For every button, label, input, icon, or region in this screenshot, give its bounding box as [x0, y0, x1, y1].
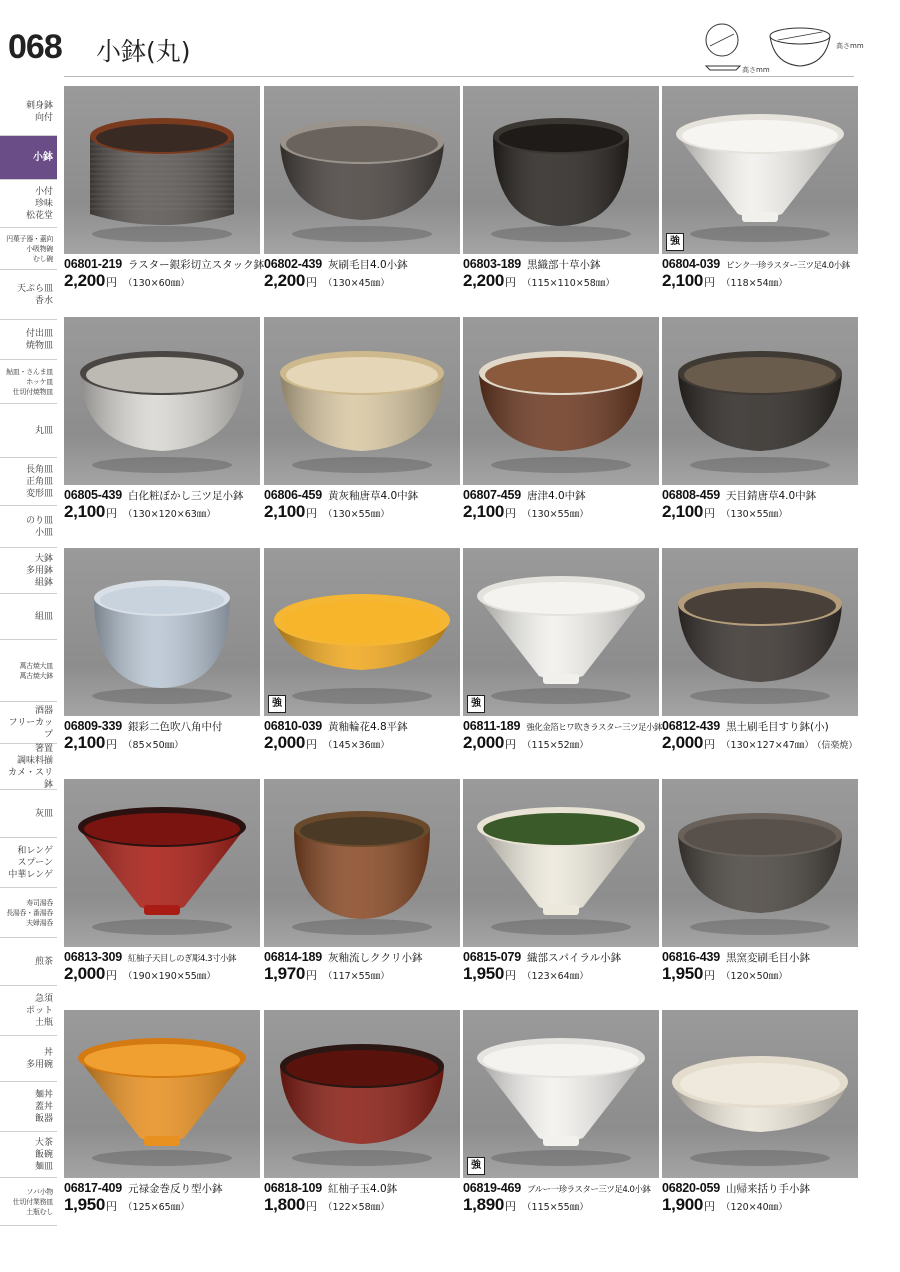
product-price: 1,950	[662, 964, 704, 983]
product-code: 06813-309	[64, 950, 122, 964]
product-code: 06820-059	[662, 1181, 720, 1195]
product-code: 06817-409	[64, 1181, 122, 1195]
product-photo	[64, 317, 260, 485]
product-size: （115×55㎜）	[522, 1202, 589, 1213]
sidebar-item-label: 灰皿	[34, 808, 53, 819]
yen-unit: 円	[106, 1200, 118, 1213]
bowl-illustration	[463, 1010, 659, 1178]
sidebar-item-label: 煎茶	[34, 956, 53, 967]
sidebar-item-label: 寿司湯呑 長湯呑・番湯呑 夫婦湯呑	[6, 898, 53, 927]
product-photo	[264, 548, 460, 716]
product-code: 06816-439	[662, 950, 720, 964]
product-size: （115×52㎜）	[522, 740, 589, 751]
product-code: 06802-439	[264, 257, 322, 271]
product-info	[662, 719, 862, 734]
product-price-row	[64, 733, 264, 753]
product-price-row	[463, 733, 663, 753]
product-name: ブルー一珍ラスター三ツ足4.0小鉢	[526, 1185, 651, 1195]
yen-unit: 円	[106, 276, 118, 289]
sidebar-item-label: 刺身鉢 向付	[25, 100, 53, 123]
sidebar-item[interactable]	[0, 1178, 57, 1226]
sidebar-item[interactable]	[0, 1132, 57, 1178]
product-name: 灰釉流しククリ小鉢	[327, 952, 423, 964]
product-name: 織部スパイラル小鉢	[526, 952, 622, 964]
sidebar-item-label: 円菓子器・蓋向 小吸物碗 むし碗	[6, 234, 53, 263]
sidebar-item[interactable]	[0, 790, 57, 838]
yen-unit: 円	[704, 276, 716, 289]
product-photo	[662, 86, 858, 254]
sidebar-item-label: 組皿	[34, 611, 53, 622]
product-info	[662, 950, 862, 965]
product-price: 2,100	[64, 733, 106, 752]
product-size: （120×50㎜）	[721, 971, 788, 982]
sidebar-item-label: 急須 ポット 土瓶	[25, 993, 53, 1028]
product-photo	[64, 548, 260, 716]
yen-unit: 円	[306, 738, 318, 751]
product-size: （122×58㎜）	[323, 1202, 390, 1213]
product-price-row	[662, 964, 862, 984]
yen-unit: 円	[505, 1200, 517, 1213]
bowl-illustration	[662, 317, 858, 485]
product-photo	[264, 1010, 460, 1178]
yen-unit: 円	[306, 276, 318, 289]
yen-unit: 円	[505, 276, 517, 289]
product-photo	[64, 1010, 260, 1178]
product-name: 銀彩二色吹八角中付	[127, 721, 223, 733]
sidebar-item[interactable]	[0, 702, 57, 744]
product-code: 06809-339	[64, 719, 122, 733]
product-name: 黄釉輪花4.8平鉢	[327, 721, 408, 733]
sidebar-item[interactable]	[0, 938, 57, 986]
product-price-row	[662, 271, 862, 291]
product-info	[463, 257, 663, 272]
bowl-illustration	[264, 86, 460, 254]
product-info	[64, 257, 264, 272]
product-code: 06812-439	[662, 719, 720, 733]
product-info	[463, 950, 663, 965]
sidebar-item-label: 長角皿 正角皿 変形皿	[25, 464, 53, 499]
product-info	[264, 950, 464, 965]
product-price: 2,200	[64, 271, 106, 290]
product-code: 06815-079	[463, 950, 521, 964]
product-price-row	[463, 271, 663, 291]
bowl-illustration	[264, 317, 460, 485]
sidebar-item-label: 酒器 フリーカップ	[8, 705, 53, 740]
product-photo	[463, 1010, 659, 1178]
plate-side-view	[706, 66, 740, 70]
bowl-illustration	[662, 548, 858, 716]
yen-unit: 円	[505, 738, 517, 751]
product-name: 天目錆唐草4.0中鉢	[725, 490, 817, 502]
bowl-illustration	[264, 779, 460, 947]
measure-diagram	[700, 20, 864, 80]
product-code: 06811-189	[463, 719, 521, 733]
sidebar-item[interactable]	[0, 640, 57, 702]
bowl-illustration	[463, 779, 659, 947]
product-price: 2,000	[463, 733, 505, 752]
product-code: 06810-039	[264, 719, 322, 733]
bowl-illustration	[662, 1010, 858, 1178]
product-size: （145×36㎜）	[323, 740, 390, 751]
product-size: （190×190×55㎜）	[123, 971, 216, 982]
product-price: 1,890	[463, 1195, 505, 1214]
yen-unit: 円	[704, 507, 716, 520]
bowl-illustration	[64, 1010, 260, 1178]
product-photo	[264, 86, 460, 254]
product-price-row	[264, 271, 464, 291]
product-size: （130×55㎜）	[721, 509, 788, 520]
product-size: （130×55㎜）	[323, 509, 390, 520]
product-name: 黒土刷毛目すり鉢(小)	[725, 721, 829, 733]
product-price-row	[463, 964, 663, 984]
sidebar-item[interactable]	[0, 136, 57, 180]
yen-unit: 円	[306, 507, 318, 520]
sidebar-item[interactable]	[0, 320, 57, 360]
product-photo	[463, 779, 659, 947]
bowl-illustration	[463, 86, 659, 254]
product-price-row	[64, 271, 264, 291]
product-photo	[264, 779, 460, 947]
sidebar-item-label: 丼 多用碗	[25, 1047, 53, 1070]
product-code: 06804-039	[662, 257, 720, 271]
product-price: 2,100	[64, 502, 106, 521]
sidebar-item[interactable]	[0, 838, 57, 888]
product-code: 06805-439	[64, 488, 122, 502]
sidebar-item[interactable]	[0, 360, 57, 404]
product-info	[264, 488, 464, 503]
sidebar-item-label: 丸皿	[34, 425, 53, 436]
sidebar-item-label: 小付 珍味 松花堂	[25, 186, 53, 221]
product-price: 2,100	[662, 271, 704, 290]
bowl-illustration	[463, 317, 659, 485]
sidebar-item[interactable]	[0, 180, 57, 228]
product-info	[264, 719, 464, 734]
sidebar-item[interactable]	[0, 458, 57, 506]
product-price-row	[64, 1195, 264, 1215]
product-price-row	[662, 502, 862, 522]
product-name: ピンク一珍ラスター三ツ足4.0小鉢	[725, 261, 850, 271]
product-photo	[463, 86, 659, 254]
bowl-illustration	[264, 548, 460, 716]
sidebar-item[interactable]	[0, 270, 57, 320]
product-price-row	[264, 1195, 464, 1215]
yen-unit: 円	[106, 969, 118, 982]
product-photo	[264, 317, 460, 485]
yen-unit: 円	[306, 1200, 318, 1213]
sidebar-item[interactable]	[0, 1036, 57, 1082]
sidebar-item-label: 和レンゲ スプーン 中華レンゲ	[8, 845, 53, 880]
product-photo	[64, 86, 260, 254]
product-info	[662, 488, 862, 503]
sidebar-item-label: ソバ小物 仕切付業務皿 土瓶むし	[12, 1187, 53, 1216]
bowl-illustration	[64, 779, 260, 947]
sidebar-item[interactable]	[0, 1082, 57, 1132]
product-code: 06818-109	[264, 1181, 322, 1195]
product-name: 灰刷毛目4.0小鉢	[327, 259, 408, 271]
sidebar-item-label: 天ぷら皿 香水	[16, 283, 53, 306]
product-size: （117×55㎜）	[323, 971, 390, 982]
product-size: （118×54㎜）	[721, 278, 788, 289]
bowl-side-view	[770, 36, 830, 66]
product-price: 2,000	[64, 964, 106, 983]
product-name: 山帰来括り手小鉢	[725, 1183, 810, 1195]
bowl-illustration	[463, 548, 659, 716]
sidebar-item-label: 鮎皿・さんま皿 ホッケ皿 仕切付焼物皿	[6, 367, 53, 396]
product-photo	[64, 779, 260, 947]
bowl-illustration	[662, 86, 858, 254]
product-name: 黄灰釉唐草4.0中鉢	[327, 490, 419, 502]
sidebar-item-label: 大茶 飯碗 麺皿	[34, 1137, 53, 1172]
product-size: （130×45㎜）	[323, 278, 390, 289]
product-code: 06801-219	[64, 257, 122, 271]
bowl-illustration	[64, 548, 260, 716]
sidebar-item-label: 大鉢 多用鉢 組鉢	[25, 553, 53, 588]
yen-unit: 円	[106, 507, 118, 520]
strengthened-badge: 強	[467, 695, 485, 713]
sidebar-item-label: 萬古焼大皿 萬古焼大鉢	[19, 661, 53, 680]
product-size: （130×60㎜）	[123, 278, 190, 289]
product-note: （信楽焼）	[816, 741, 858, 751]
product-price-row	[662, 733, 862, 753]
category-sidebar	[0, 88, 57, 1226]
yen-unit: 円	[505, 507, 517, 520]
product-name: 紅柚子天目しのぎ彫4.3寸小鉢	[127, 954, 237, 964]
product-code: 06803-189	[463, 257, 521, 271]
product-size: （125×65㎜）	[123, 1202, 190, 1213]
yen-unit: 円	[106, 738, 118, 751]
product-price-row	[463, 502, 663, 522]
yen-unit: 円	[306, 969, 318, 982]
product-photo	[463, 317, 659, 485]
strengthened-badge: 強	[268, 695, 286, 713]
strengthened-badge: 強	[666, 233, 684, 251]
sidebar-item[interactable]	[0, 548, 57, 594]
product-price-row	[64, 502, 264, 522]
product-photo	[463, 548, 659, 716]
product-code: 06807-459	[463, 488, 521, 502]
product-price: 1,900	[662, 1195, 704, 1214]
product-size: （115×110×58㎜）	[522, 278, 615, 289]
sidebar-item[interactable]	[0, 506, 57, 548]
sidebar-item-label: 麺丼 蓋丼 飯器	[34, 1089, 53, 1124]
product-photo	[662, 1010, 858, 1178]
product-name: ラスター銀彩切立スタック鉢	[127, 259, 265, 271]
product-name: 白化粧ぼかし三ツ足小鉢	[127, 490, 244, 502]
sidebar-item-label: のり皿 小皿	[25, 515, 53, 538]
product-size: （123×64㎜）	[522, 971, 589, 982]
product-name: 紅柚子玉4.0鉢	[327, 1183, 398, 1195]
product-name: 黒窯変刷毛目小鉢	[725, 952, 810, 964]
product-info	[264, 257, 464, 272]
sidebar-item-label: 付出皿 焼物皿	[25, 328, 53, 351]
product-price-row	[264, 733, 464, 753]
bowl-illustration	[64, 86, 260, 254]
product-price: 2,000	[662, 733, 704, 752]
height-label-large: 高さmm	[836, 42, 864, 50]
product-price: 1,970	[264, 964, 306, 983]
yen-unit: 円	[704, 738, 716, 751]
product-price-row	[64, 964, 264, 984]
product-info	[64, 1181, 264, 1196]
product-price: 2,000	[264, 733, 306, 752]
product-name: 黒織部十草小鉢	[526, 259, 601, 271]
product-price: 2,100	[264, 502, 306, 521]
product-size: （85×50㎜）	[123, 740, 184, 751]
product-size: （130×55㎜）	[522, 509, 589, 520]
product-name: 強化金箔ヒワ吹きラスター三ツ足小鉢	[526, 723, 663, 733]
product-info	[463, 488, 663, 503]
sidebar-item[interactable]	[0, 228, 57, 270]
height-label-small: 高さmm	[742, 66, 770, 74]
sidebar-item[interactable]	[0, 744, 57, 790]
product-name: 元禄金巻反り型小鉢	[127, 1183, 223, 1195]
yen-unit: 円	[704, 1200, 716, 1213]
sidebar-item-label: 箸置 調味料揃 カメ・スリ鉢	[7, 743, 53, 790]
product-photo	[662, 548, 858, 716]
product-size: （130×127×47㎜）	[721, 740, 814, 751]
product-info	[64, 719, 264, 734]
strengthened-badge: 強	[467, 1157, 485, 1175]
product-price: 2,100	[463, 502, 505, 521]
product-code: 06808-459	[662, 488, 720, 502]
product-price: 1,950	[463, 964, 505, 983]
bowl-illustration	[64, 317, 260, 485]
product-code: 06819-469	[463, 1181, 521, 1195]
yen-unit: 円	[704, 969, 716, 982]
product-name: 唐津4.0中鉢	[526, 490, 586, 502]
product-info	[662, 1181, 862, 1196]
bowl-illustration	[662, 779, 858, 947]
product-price-row	[463, 1195, 663, 1215]
product-info	[64, 488, 264, 503]
product-price-row	[662, 1195, 862, 1215]
product-price-row	[264, 964, 464, 984]
product-photo	[662, 317, 858, 485]
product-price: 2,200	[463, 271, 505, 290]
product-price: 1,800	[264, 1195, 306, 1214]
product-price: 1,950	[64, 1195, 106, 1214]
product-code: 06806-459	[264, 488, 322, 502]
product-price: 2,100	[662, 502, 704, 521]
product-size: （120×40㎜）	[721, 1202, 788, 1213]
sidebar-item-label: 小鉢	[33, 151, 53, 163]
sidebar-item[interactable]	[0, 594, 57, 640]
product-price: 2,200	[264, 271, 306, 290]
product-price-row	[264, 502, 464, 522]
product-info	[264, 1181, 464, 1196]
sidebar-item[interactable]	[0, 404, 57, 458]
sidebar-item[interactable]	[0, 888, 57, 938]
product-size: （130×120×63㎜）	[123, 509, 216, 520]
sidebar-item[interactable]	[0, 986, 57, 1036]
product-code: 06814-189	[264, 950, 322, 964]
page-title: 小鉢(丸)	[96, 37, 191, 66]
product-photo	[662, 779, 858, 947]
page-number: 068	[8, 28, 62, 66]
yen-unit: 円	[505, 969, 517, 982]
sidebar-item[interactable]	[0, 88, 57, 136]
bowl-illustration	[264, 1010, 460, 1178]
